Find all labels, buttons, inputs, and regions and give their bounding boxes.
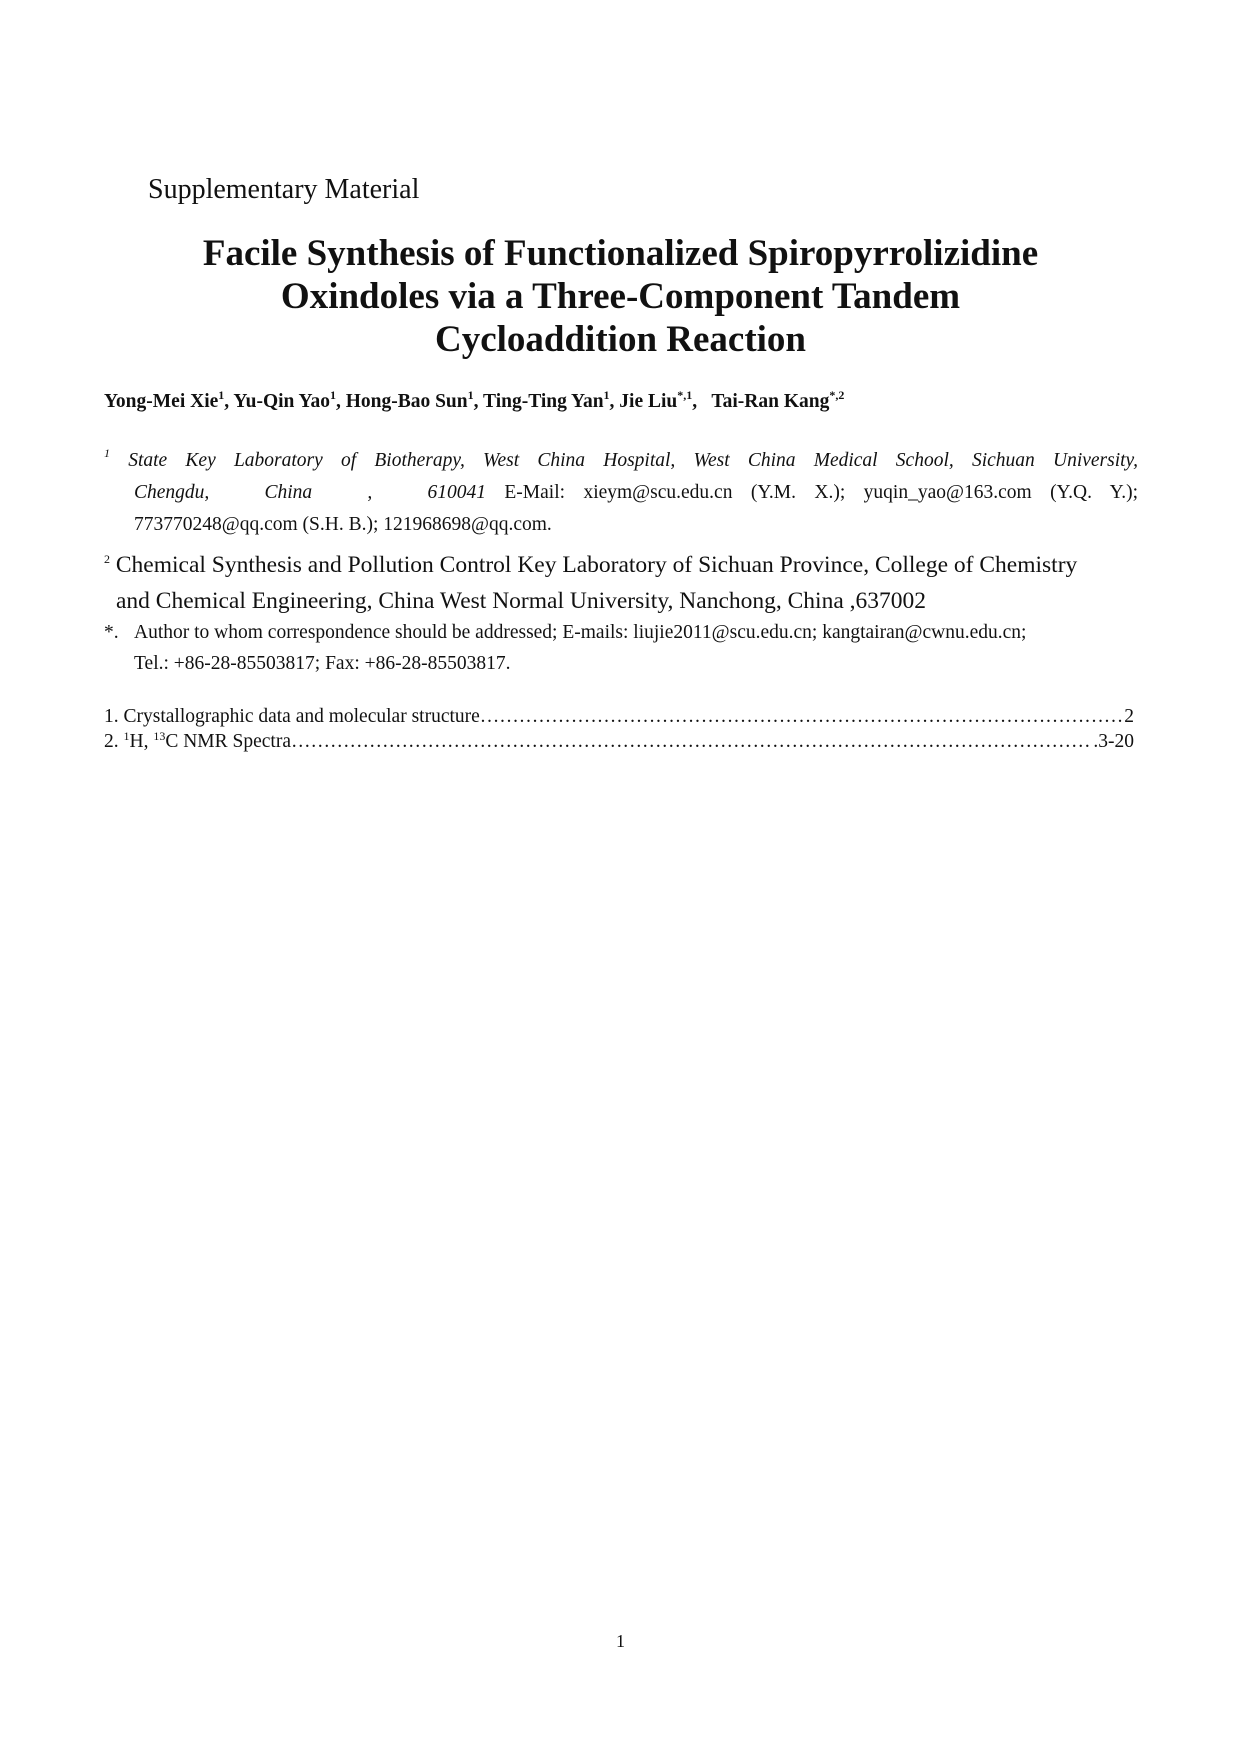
author-name: Tai-Ran Kang xyxy=(711,391,830,412)
toc-leader-dots xyxy=(480,704,1122,729)
paper-title xyxy=(120,232,1121,361)
author-separator: , xyxy=(224,391,234,412)
correspondence-marker: *. xyxy=(104,622,119,643)
affiliation-2-line: and Chemical Engineering, China West Normal University, Nanchong, China ,637002 xyxy=(116,588,927,614)
affiliation-marker: 1 xyxy=(104,446,110,460)
correspondence-line: Tel.: +86-28-85503817; Fax: +86-28-85503817. xyxy=(134,653,511,674)
author-separator: , xyxy=(473,391,484,412)
isotope-mark: 13 xyxy=(153,729,166,743)
toc-entry-label: 1. Crystallographic data and molecular structure xyxy=(104,706,480,727)
toc-entry-page: 2 xyxy=(1124,706,1134,727)
author-affiliation-mark: 1 xyxy=(218,388,225,402)
affiliation-marker: 2 xyxy=(104,552,110,566)
table-of-contents xyxy=(104,704,1134,754)
affiliation-institution: State Key Laboratory of Biotherapy, West China Hospital, West China Medical School, Sichuan University, xyxy=(128,450,1139,471)
author-name: Yu-Qin Yao xyxy=(233,391,330,412)
title-line: Facile Synthesis of Functionalized Spiropyrrolizidine xyxy=(202,233,1039,274)
affiliation-city: Chengdu, China , 610041 xyxy=(134,482,486,503)
affiliation-1-line: 773770248@qq.com (S.H. B.); 121968698@qq.com. xyxy=(134,514,552,535)
toc-entry-text: C NMR Spectra xyxy=(165,731,291,752)
affiliation-institution: Chemical Synthesis and Pollution Control Key Laboratory of Sichuan Province, College of Chemistry xyxy=(115,552,1078,578)
author-affiliation-mark: 1 xyxy=(329,388,336,402)
affiliation-emails: E-Mail: xieym@scu.edu.cn (Y.M. X.); yuqin_yao@163.com (Y.Q. Y.); xyxy=(504,482,1138,503)
toc-entry-number: 2. xyxy=(104,731,124,752)
author-affiliation-mark: *,1 xyxy=(677,388,693,402)
title-line: Cycloaddition Reaction xyxy=(434,319,807,360)
author-name: Jie Liu xyxy=(619,391,678,412)
correspondence-note xyxy=(104,617,1138,679)
affiliation-1-line xyxy=(104,445,1138,477)
author-affiliation-mark: 1 xyxy=(603,388,610,402)
author-affiliation-mark: 1 xyxy=(467,388,474,402)
title-line: Oxindoles via a Three-Component Tandem xyxy=(280,276,961,317)
author-separator: , xyxy=(335,391,346,412)
author-name: Hong-Bao Sun xyxy=(345,391,468,412)
page-number: 1 xyxy=(616,1631,625,1651)
affiliation-2-line xyxy=(104,547,1144,583)
affiliation-1-line xyxy=(104,477,1138,509)
toc-entry-label xyxy=(104,729,291,754)
toc-entry-page: .3-20 xyxy=(1093,731,1134,752)
toc-entry[interactable] xyxy=(104,729,1134,754)
author-list xyxy=(104,389,844,415)
toc-entry[interactable] xyxy=(104,704,1134,729)
affiliation-1 xyxy=(104,445,1138,541)
author-affiliation-mark: *,2 xyxy=(829,388,845,402)
author-name: Yong-Mei Xie xyxy=(104,391,219,412)
author-separator: , xyxy=(692,391,712,412)
author-name: Ting-Ting Yan xyxy=(483,391,604,412)
supplementary-label: Supplementary Material xyxy=(148,174,420,205)
toc-entry-text: H, xyxy=(129,731,154,752)
isotope-mark: 1 xyxy=(123,729,130,743)
toc-leader-dots xyxy=(291,729,1091,754)
author-separator: , xyxy=(609,391,620,412)
affiliation-2 xyxy=(104,547,1144,619)
correspondence-line xyxy=(104,617,1138,648)
correspondence-text: Author to whom correspondence should be addressed; E-mails: liujie2011@scu.edu.cn; kangtairan@cwnu.edu.cn; xyxy=(134,622,1027,643)
